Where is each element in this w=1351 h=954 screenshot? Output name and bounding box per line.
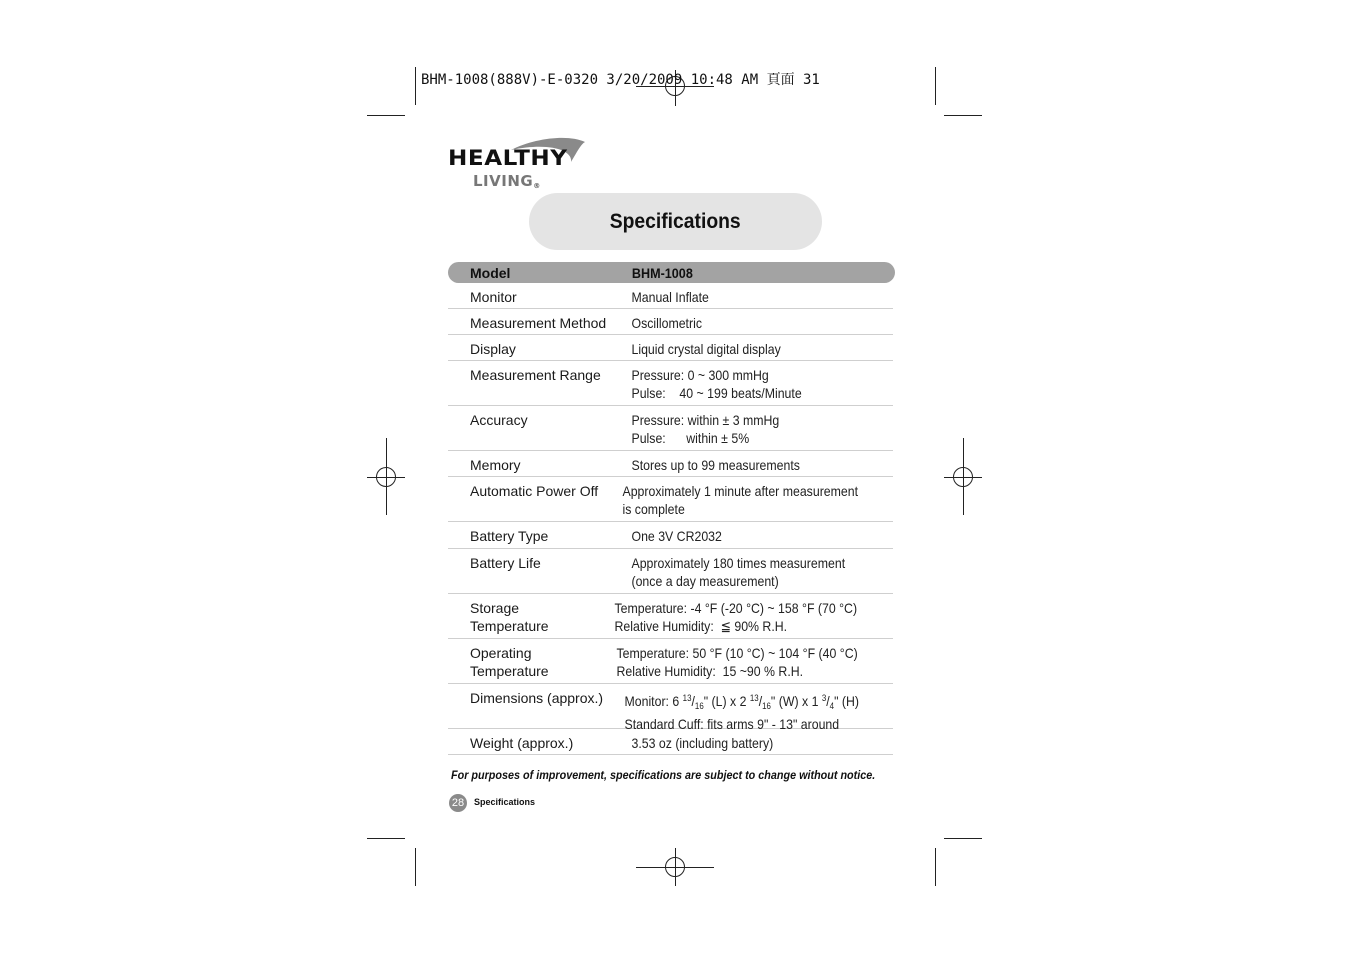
dimension-part: 4 bbox=[829, 701, 834, 711]
crop-mark bbox=[944, 115, 982, 116]
spec-value-line: Oscillometric bbox=[631, 315, 702, 331]
registration-mark bbox=[665, 857, 685, 877]
dimension-part: 16 bbox=[694, 701, 704, 711]
fraction-slash: / bbox=[825, 693, 830, 709]
dimension-part: " (H) bbox=[833, 693, 859, 709]
spec-value-line: Pulse: within ± 5% bbox=[631, 430, 750, 446]
spec-value bbox=[613, 314, 859, 334]
registration-mark bbox=[953, 467, 973, 487]
print-header: BHM-1008(888V)-E-0320 3/20/2009 10:48 AM 頁面 31 bbox=[421, 72, 820, 88]
spec-label: Memory bbox=[470, 457, 521, 473]
spec-value-line: Liquid crystal digital display bbox=[631, 341, 781, 357]
spec-label: Measurement Range bbox=[470, 367, 601, 383]
table-row bbox=[448, 283, 893, 309]
table-row bbox=[448, 309, 893, 335]
spec-value bbox=[596, 599, 857, 638]
spec-value-line: One 3V CR2032 bbox=[631, 528, 722, 544]
spec-value-line: (once a day measurement) bbox=[631, 573, 779, 589]
fraction-slash: / bbox=[758, 693, 762, 709]
spec-value-line: Pressure: 0 ~ 300 mmHg bbox=[631, 367, 769, 383]
spec-value bbox=[613, 456, 859, 476]
spec-value-line: Approximately 180 times measurement bbox=[631, 555, 846, 571]
crop-mark bbox=[935, 67, 936, 105]
dimension-part: 3 bbox=[821, 693, 826, 703]
dimension-part: 13 bbox=[749, 693, 759, 703]
spec-value bbox=[613, 734, 859, 754]
spec-value-line: Temperature: -4 °F (-20 °C) ~ 158 °F (70 °C) bbox=[614, 600, 858, 616]
spec-label: Weight (approx.) bbox=[470, 735, 574, 751]
spec-label: Display bbox=[470, 341, 516, 357]
spec-value bbox=[613, 288, 859, 308]
spec-value-line: Manual Inflate bbox=[631, 289, 709, 305]
spec-value-line: is complete bbox=[622, 501, 686, 517]
table-row bbox=[448, 451, 893, 477]
table-row bbox=[448, 361, 893, 406]
spec-value-line: Temperature: 50 °F (10 °C) ~ 104 °F (40 °C) bbox=[616, 645, 858, 661]
header-label: Model bbox=[470, 264, 511, 281]
crop-mark bbox=[944, 838, 982, 839]
header-value: BHM-1008 bbox=[631, 264, 693, 281]
dimension-part: Monitor: 6 bbox=[623, 693, 683, 709]
page-number-badge: 28 bbox=[449, 794, 467, 812]
healthy-living-logo bbox=[447, 136, 597, 196]
spec-label: Dimensions (approx.) bbox=[470, 690, 604, 706]
spec-value bbox=[604, 482, 858, 521]
spec-value bbox=[613, 411, 859, 450]
logo-word-living: LIVING® bbox=[473, 172, 541, 190]
spec-value-line: Approximately 1 minute after measurement bbox=[622, 483, 859, 499]
title-banner bbox=[529, 193, 822, 250]
spec-value-line: Pulse: 40 ~ 199 beats/Minute bbox=[631, 385, 802, 401]
spec-value bbox=[613, 554, 859, 593]
crop-mark bbox=[367, 115, 405, 116]
spec-label: Measurement Method bbox=[470, 315, 607, 331]
spec-value-line: Relative Humidity: 15 ~90 % R.H. bbox=[616, 663, 803, 679]
spec-value bbox=[613, 366, 859, 405]
spec-label: Monitor bbox=[470, 289, 517, 305]
table-row bbox=[448, 477, 893, 522]
spec-label: Operating Temperature bbox=[470, 645, 549, 679]
spec-value bbox=[613, 340, 859, 360]
spec-value-line: 3.53 oz (including battery) bbox=[631, 735, 774, 751]
dimension-part: 13 bbox=[682, 693, 691, 703]
disclaimer-note: For purposes of improvement, specifications are subject to change without notice. bbox=[451, 768, 876, 782]
spec-value-line bbox=[624, 689, 859, 715]
table-row bbox=[448, 684, 893, 732]
dimension-part: " (W) x 1 bbox=[770, 693, 822, 709]
registration-mark bbox=[376, 467, 396, 487]
crop-mark bbox=[935, 848, 936, 886]
table-row bbox=[448, 549, 893, 594]
table-row bbox=[448, 335, 893, 361]
spec-value-line: Standard Cuff: fits arms 9" - 13" around bbox=[623, 716, 839, 732]
table-row bbox=[448, 594, 893, 639]
crop-mark bbox=[367, 838, 405, 839]
dimension-part: 16 bbox=[761, 701, 771, 711]
table-row bbox=[448, 406, 893, 451]
table-row bbox=[448, 522, 893, 549]
dimension-part: " (L) x 2 bbox=[703, 693, 750, 709]
spec-label: Storage Temperature bbox=[470, 600, 549, 634]
spec-value-line: Stores up to 99 measurements bbox=[631, 457, 800, 473]
spec-value bbox=[598, 644, 858, 683]
spec-label: Battery Type bbox=[470, 528, 549, 544]
spec-value-line: Relative Humidity: ≦ 90% R.H. bbox=[614, 618, 788, 634]
fraction-slash: / bbox=[690, 693, 695, 709]
crop-mark bbox=[415, 67, 416, 105]
crop-mark bbox=[415, 848, 416, 886]
table-row bbox=[448, 639, 893, 684]
table-header-row bbox=[448, 262, 895, 283]
spec-label: Battery Life bbox=[470, 555, 541, 571]
spec-label: Accuracy bbox=[470, 412, 528, 428]
specifications-table bbox=[448, 262, 895, 755]
page-title: Specifications bbox=[609, 209, 741, 233]
spec-value bbox=[613, 527, 859, 548]
footer-section-label: Specifications bbox=[474, 797, 536, 807]
logo-word-healthy: HEALTHY bbox=[448, 146, 568, 170]
spec-value-line: Pressure: within ± 3 mmHg bbox=[631, 412, 780, 428]
spec-label: Automatic Power Off bbox=[470, 483, 599, 499]
table-body bbox=[448, 283, 895, 755]
spec-value bbox=[606, 689, 859, 732]
